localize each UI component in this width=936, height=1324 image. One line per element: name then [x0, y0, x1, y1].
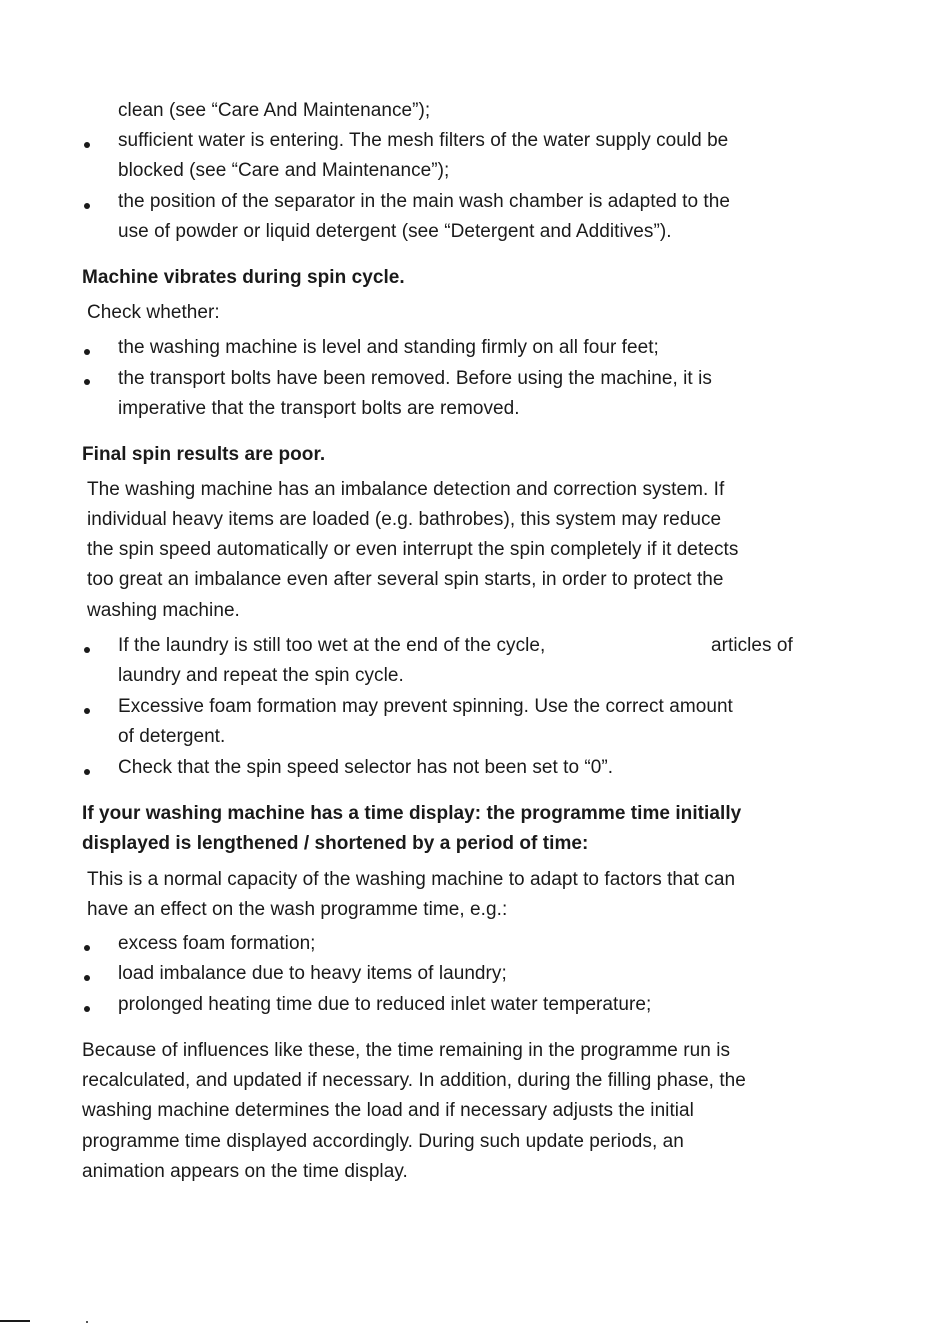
bullet-icon: [84, 203, 90, 209]
section-heading-vibrates: Machine vibrates during spin cycle.: [82, 267, 405, 288]
paragraph-line: have an effect on the wash programme time, e.g.:: [87, 899, 508, 920]
list-item: excess foam formation;: [118, 933, 316, 954]
list-item-continuation: laundry and repeat the spin cycle.: [118, 665, 404, 686]
list-item-continuation: blocked (see “Care and Maintenance”);: [118, 160, 450, 181]
list-item-continuation: use of powder or liquid detergent (see “Detergent and Additives”).: [118, 221, 672, 242]
bullet-icon: [84, 708, 90, 714]
list-item: If the laundry is still too wet at the end of the cycle,: [118, 635, 546, 656]
section-heading-time-continuation: displayed is lengthened / shortened by a period of time:: [82, 833, 589, 854]
footer-mark: [86, 1321, 88, 1323]
section-heading-spin: Final spin results are poor.: [82, 444, 326, 465]
footer-rule: [0, 1320, 30, 1322]
paragraph-line: washing machine.: [87, 600, 240, 621]
list-item: sufficient water is entering. The mesh filters of the water supply could be: [118, 130, 729, 151]
bullet-icon: [84, 379, 90, 385]
paragraph-line: recalculated, and updated if necessary. In addition, during the filling phase, the: [82, 1070, 746, 1091]
list-item: Check that the spin speed selector has not been set to “0”.: [118, 757, 614, 778]
list-item: Excessive foam formation may prevent spinning. Use the correct amount: [118, 696, 733, 717]
bullet-icon: [84, 1006, 90, 1012]
list-item: prolonged heating time due to reduced inlet water temperature;: [118, 994, 652, 1015]
paragraph-line: programme time displayed accordingly. During such update periods, an: [82, 1131, 684, 1152]
list-item: the washing machine is level and standing firmly on all four feet;: [118, 337, 659, 358]
bullet-icon: [84, 975, 90, 981]
list-item: load imbalance due to heavy items of laundry;: [118, 963, 507, 984]
list-item-continuation: of detergent.: [118, 726, 226, 747]
list-continuation-text: clean (see “Care And Maintenance”);: [118, 100, 431, 121]
paragraph-line: individual heavy items are loaded (e.g. bathrobes), this system may reduce: [87, 509, 722, 530]
list-item: the transport bolts have been removed. Before using the machine, it is: [118, 368, 712, 389]
bullet-icon: [84, 349, 90, 355]
section-intro-text: Check whether:: [87, 302, 220, 323]
list-item: the position of the separator in the main wash chamber is adapted to the: [118, 191, 730, 212]
bullet-icon: [84, 647, 90, 653]
bullet-icon: [84, 945, 90, 951]
paragraph-line: the spin speed automatically or even interrupt the spin completely if it detects: [87, 539, 739, 560]
paragraph-line: This is a normal capacity of the washing machine to adapt to factors that can: [87, 869, 736, 890]
paragraph-line: animation appears on the time display.: [82, 1161, 408, 1182]
paragraph-line: Because of influences like these, the time remaining in the programme run is: [82, 1040, 731, 1061]
list-item-continuation: imperative that the transport bolts are removed.: [118, 398, 520, 419]
section-heading-time: If your washing machine has a time display: the programme time initially: [82, 803, 742, 824]
paragraph-line: washing machine determines the load and if necessary adjusts the initial: [82, 1100, 694, 1121]
paragraph-line: too great an imbalance even after several spin starts, in order to protect the: [87, 569, 724, 590]
list-item-fragment: articles of: [711, 635, 793, 656]
bullet-icon: [84, 769, 90, 775]
paragraph-line: The washing machine has an imbalance detection and correction system. If: [87, 479, 725, 500]
bullet-icon: [84, 142, 90, 148]
